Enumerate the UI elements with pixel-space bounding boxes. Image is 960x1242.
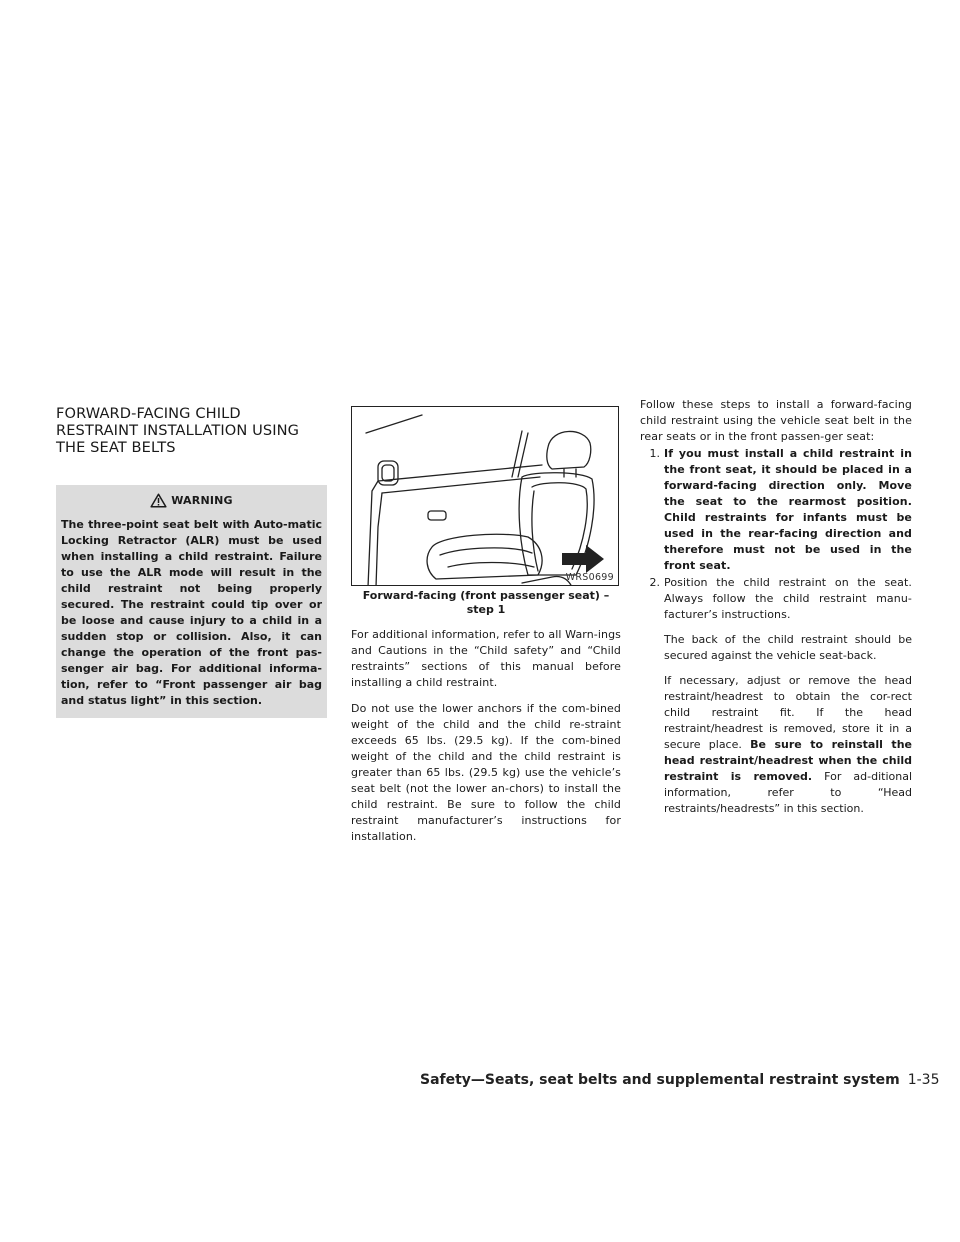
paragraph: For additional information, refer to all Warn-ings and Cautions in the “Child safety” and “Child restraints” sections of this manual before installing a child restraint.: [351, 628, 621, 689]
section-title-line: RESTRAINT INSTALLATION USING: [56, 422, 300, 439]
steps-list: [640, 446, 912, 817]
right-column: [640, 397, 912, 817]
section-title: [56, 405, 327, 456]
figure-caption-line: step 1: [466, 603, 506, 616]
warning-label: WARNING: [171, 493, 233, 507]
step-number: 1.: [649, 447, 660, 460]
figure-caption-line: Forward-facing (front passenger seat) –: [362, 589, 610, 602]
text-run-bold: Be sure to reinstall the head restraint/headrest when the child restraint is removed.: [664, 738, 912, 783]
seat-illustration: [351, 406, 619, 586]
section-title-line: FORWARD-FACING CHILD: [56, 405, 241, 422]
step-item: [640, 446, 912, 574]
seat-drawing: [352, 407, 619, 586]
warning-text: The three-point seat belt with Auto-matic Locking Retractor (ALR) must be used when installing a child restraint. Failure to use the ALR mode will result in the child restraint not being properly secured. The restraint could tip over or be loose and cause injury to a child in a sudden stop or collision. Also, it can change the operation of the front pas-senger air bag. For additional informa-tion, refer to “Front passenger air bag and status light” in this section.: [61, 518, 322, 707]
left-column: [56, 405, 327, 718]
paragraph: Do not use the lower anchors if the com-bined weight of the child and the child re-straint exceeds 65 lbs. (29.5 kg). If the com-bined weight of the child and the child restraint is greater than 65 lbs. (29.5 kg) use the vehicle’s seat belt (not the lower an-chors) to install the child restraint. Be sure to follow the child restraint manufacturer’s instructions for installation.: [351, 702, 621, 843]
step-text: Position the child restraint on the seat. Always follow the child restraint manu-facturer’s instructions.: [664, 576, 912, 621]
steps-intro: Follow these steps to install a forward-facing child restraint using the vehicle seat belt in the rear seats or in the front passen-ger seat:: [640, 398, 912, 443]
text-run: If necessary, adjust or remove the head restraint/headrest to obtain the cor-rect child restraint fit. If the head restraint/headrest is removed, store it in a secure place.: [664, 674, 912, 751]
step-number: 2.: [649, 576, 660, 589]
warning-header: [61, 489, 322, 511]
step-subparagraph: [664, 673, 912, 817]
warning-triangle-icon: [150, 493, 167, 508]
step-text: If you must install a child restraint in the front seat, it should be placed in a forward-facing direction only. Move the seat to the rearmost position. Child restraints for infants must be used in the rear-facing direction and therefore must not be used in the front seat.: [664, 447, 912, 572]
text-run: For ad-ditional information, refer to “Head restraints/headrests” in this section.: [664, 770, 912, 815]
footer-chapter-title: Safety—Seats, seat belts and supplemental restraint system: [420, 1072, 900, 1088]
figure-code: WRS0699: [565, 572, 614, 583]
figure-caption: [351, 589, 621, 617]
warning-box: [56, 485, 327, 718]
middle-column: [351, 406, 621, 845]
page-footer: [420, 1069, 940, 1088]
step-item: [640, 575, 912, 817]
page-number: 1-35: [907, 1072, 940, 1088]
step-subparagraph: The back of the child restraint should be secured against the vehicle seat-back.: [664, 633, 912, 662]
section-title-line: THE SEAT BELTS: [56, 439, 176, 456]
